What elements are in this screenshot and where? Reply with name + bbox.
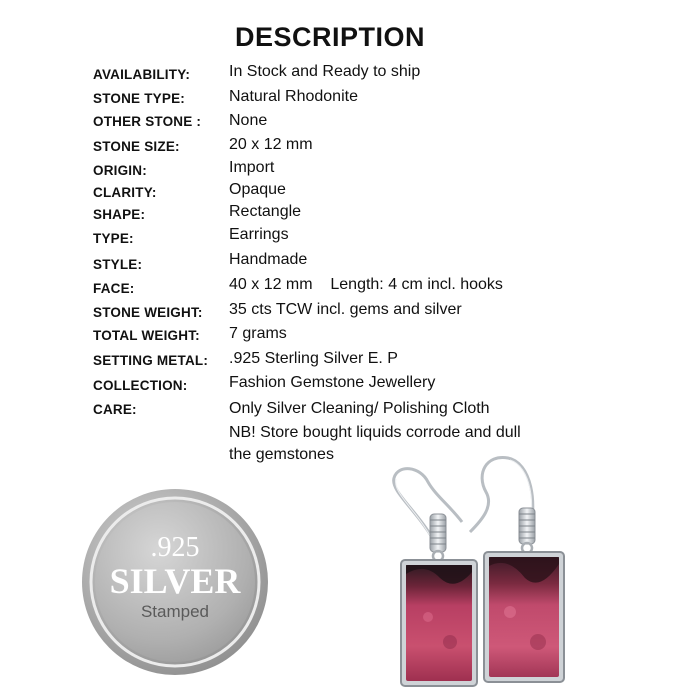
spec-label: SETTING METAL:: [93, 353, 209, 368]
spec-value: In Stock and Ready to ship: [229, 63, 421, 80]
care-note: NB! Store bought liquids corrode and dull: [229, 424, 521, 441]
spec-value: Natural Rhodonite: [229, 88, 358, 105]
spec-label: ORIGIN:: [93, 163, 147, 178]
spec-label: STONE TYPE:: [93, 91, 185, 106]
earrings-photo: [380, 452, 570, 692]
spec-label: OTHER STONE :: [93, 114, 202, 129]
spec-label: STONE SIZE:: [93, 139, 180, 154]
spec-label: COLLECTION:: [93, 378, 188, 393]
spec-value: .925 Sterling Silver E. P: [229, 350, 398, 367]
spec-value: Rectangle: [229, 203, 302, 220]
spec-value: 35 cts TCW incl. gems and silver: [229, 301, 462, 318]
spec-value: Fashion Gemstone Jewellery: [229, 374, 436, 391]
spec-value: 20 x 12 mm: [229, 136, 313, 153]
spec-label: TOTAL WEIGHT:: [93, 328, 200, 343]
spec-value: Import: [229, 159, 275, 176]
spec-label: TYPE:: [93, 231, 134, 246]
spec-label: CLARITY:: [93, 185, 157, 200]
spec-label: FACE:: [93, 281, 135, 296]
page-title: DESCRIPTION: [234, 22, 426, 52]
spec-label: SHAPE:: [93, 207, 146, 222]
seal-metal: SILVER: [109, 561, 241, 601]
spec-label: AVAILABILITY:: [93, 67, 191, 82]
seal-note: Stamped: [140, 602, 210, 621]
care-note: the gemstones: [229, 446, 334, 463]
spec-value: Earrings: [229, 226, 289, 243]
silver-seal-icon: [80, 487, 270, 677]
spec-value: 40 x 12 mm Length: 4 cm incl. hooks: [229, 276, 503, 293]
spec-value: Handmade: [229, 251, 308, 268]
spec-label: STONE WEIGHT:: [93, 305, 203, 320]
spec-value: Only Silver Cleaning/ Polishing Cloth: [229, 400, 490, 417]
spec-label: STYLE:: [93, 257, 143, 272]
spec-label: CARE:: [93, 402, 137, 417]
seal-purity: .925: [150, 532, 200, 563]
spec-value: None: [229, 112, 268, 129]
spec-value: Opaque: [229, 181, 286, 198]
spec-value: 7 grams: [229, 325, 287, 342]
